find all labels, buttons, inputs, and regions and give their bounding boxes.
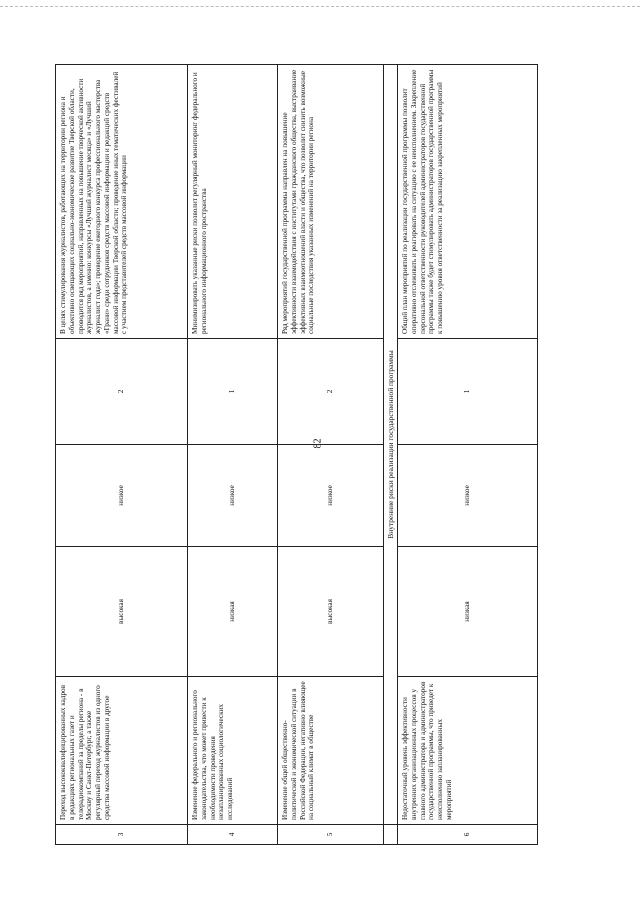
- degree-cell: 2: [56, 339, 188, 445]
- scan-top-edge: [0, 6, 640, 7]
- risk-description: Переход высококвалифицированных кадров в редакциях региональных газет и телерадиокомпаний за пределы региона - в Москву и Санкт-Петербург, а также регулярный переход журналистов из одного средства массовой информации в другое: [56, 677, 188, 825]
- measures-cell: В целях стимулирования журналистов, работающих на территории региона и объективно освещающих социально-экономическое развитие Тверской области, проводится ряд мероприятий, направленных на повышение творческой активности журналистов, а именно: конкурсы «Лучший журналист месяца» и «Лучший журналист года»; проведение ежегодного конкурса профессионального мастерства «Грани» среди сотрудников средств массовой информации и редакций средств массовой информации Тверской области; проведение иных тематических фестивалей с участием представителей средств массовой информации: [56, 65, 188, 339]
- table-row: [188, 65, 278, 845]
- influence-cell: низкое: [278, 445, 384, 547]
- section-header-row: [384, 65, 398, 845]
- probability-cell: высокая: [56, 547, 188, 677]
- degree-cell: 2: [278, 339, 384, 445]
- row-number: 5: [278, 825, 384, 845]
- influence-cell: низкое: [188, 445, 278, 547]
- risk-description: Недостаточный уровень эффективности внутренних организационных процессов у главного администратора и администраторов государственной программы, что приведет к неисполнению запланированных мероприятий: [398, 677, 538, 825]
- influence-cell: низкое: [56, 445, 188, 547]
- section-title: Внутренние риски реализации государственной программы: [384, 65, 398, 825]
- measures-cell: Минимизировать указанные риски позволит регулярный мониторинг федерального и регионального информационного пространства: [188, 65, 278, 339]
- influence-cell: низкое: [398, 445, 538, 547]
- row-number: 3: [56, 825, 188, 845]
- rotated-page: [55, 65, 545, 845]
- degree-cell: 1: [398, 339, 538, 445]
- row-number: 6: [398, 825, 538, 845]
- table-row: [398, 65, 538, 845]
- page-number: 82: [312, 438, 324, 449]
- risk-table: [55, 64, 538, 845]
- probability-cell: низкая: [398, 547, 538, 677]
- probability-cell: низкая: [188, 547, 278, 677]
- row-number: 4: [188, 825, 278, 845]
- measures-cell: Ряд мероприятий государственной программы направлен на повышение эффективности взаимодействия с институтами гражданского общества, выстраивание эффективных взаимоотношений власти и общества, что позволит снизить возможные социальные последствия указанных изменений на территории региона: [278, 65, 384, 339]
- risk-description: Изменение общей общественно-политической и экономической ситуации в Российской Федерации, негативно влияющее на социальный климат в обществе: [278, 677, 384, 825]
- probability-cell: высокая: [278, 547, 384, 677]
- degree-cell: 1: [188, 339, 278, 445]
- table-row: [278, 65, 384, 845]
- risk-description: Изменение федерального и регионального законодательства, что может привести к необходимости проведения незапланированных социологических исследований: [188, 677, 278, 825]
- measures-cell: Общий план мероприятий по реализации государственной программы позволит оперативно отслеживать и реагировать на ситуацию с ее неисполнением. Закрепление персональной ответственности руководителей администраторов государственной программы также будет стимулировать администраторов государственной программы к повышению уровня ответственности за реализацию закрепленных мероприятий: [398, 65, 538, 339]
- table-row: [56, 65, 188, 845]
